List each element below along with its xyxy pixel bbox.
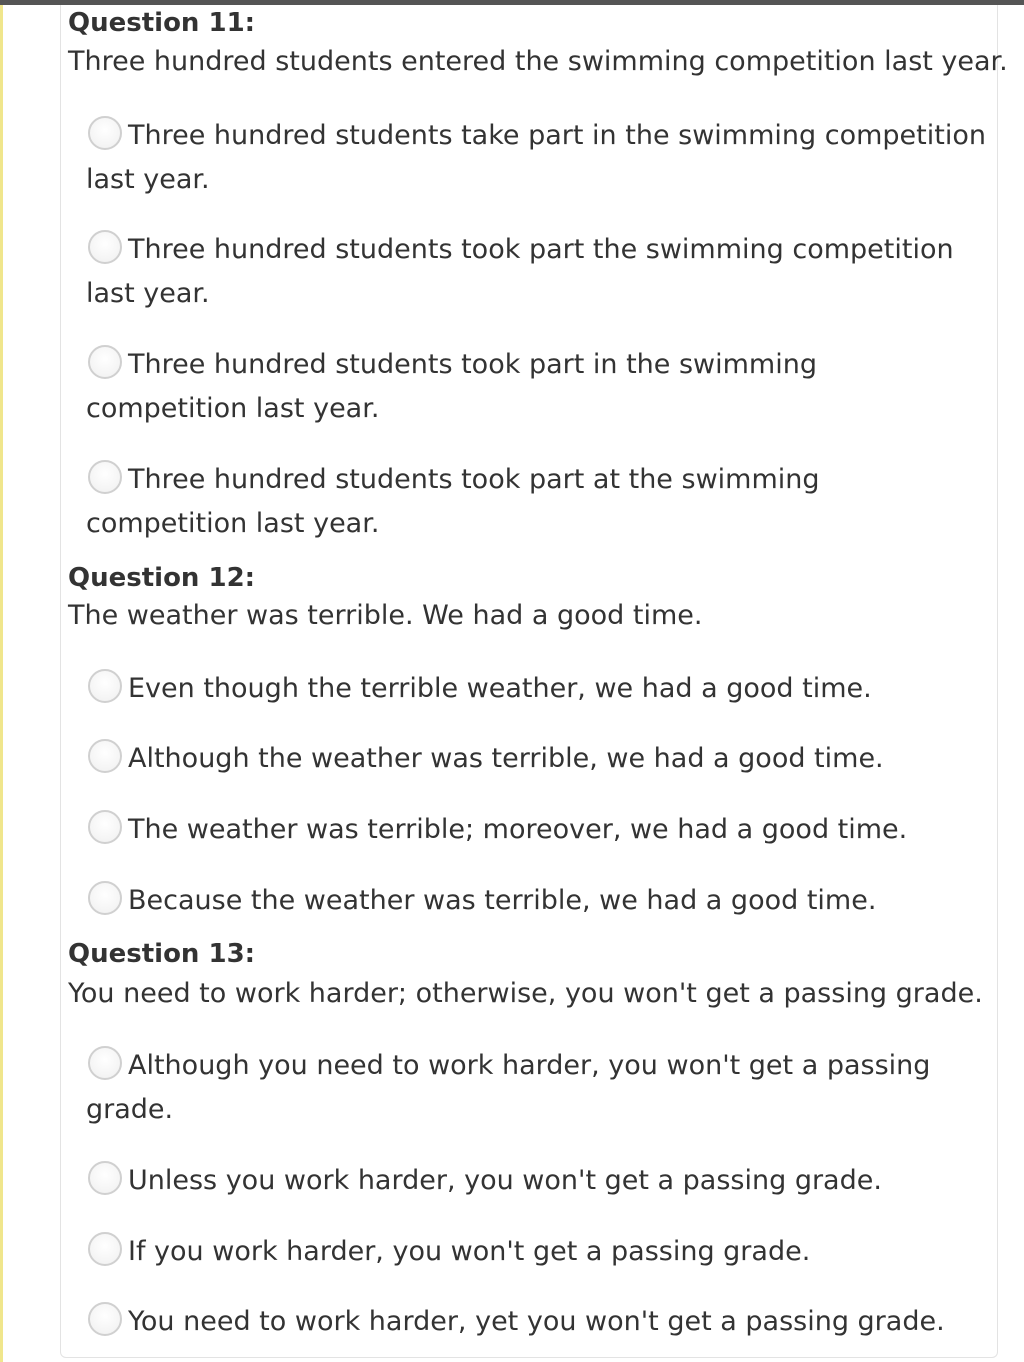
radio-icon[interactable] <box>88 1161 122 1195</box>
option-label: You need to work harder, yet you won't get a passing grade. <box>128 1306 945 1337</box>
radio-icon[interactable] <box>88 460 122 494</box>
option-label: Although you need to work harder, you won't get a passing grade. <box>86 1050 931 1125</box>
question-13-option-4[interactable] <box>86 1300 986 1344</box>
question-11-option-1[interactable] <box>86 114 986 202</box>
question-12-stem: The weather was terrible. We had a good time. <box>68 600 703 631</box>
radio-icon[interactable] <box>88 1302 122 1336</box>
question-12-option-2[interactable] <box>86 737 986 781</box>
question-13-option-1[interactable] <box>86 1044 986 1132</box>
question-11-option-2[interactable] <box>86 228 986 316</box>
option-label: Three hundred students took part at the swimming competition last year. <box>86 464 820 539</box>
question-12-option-1[interactable] <box>86 667 986 711</box>
question-13-stem: You need to work harder; otherwise, you won't get a passing grade. <box>68 978 983 1009</box>
option-label: Even though the terrible weather, we had a good time. <box>128 673 872 704</box>
option-label: The weather was terrible; moreover, we had a good time. <box>128 814 908 845</box>
option-label: If you work harder, you won't get a passing grade. <box>128 1236 811 1267</box>
radio-icon[interactable] <box>88 739 122 773</box>
question-13-option-3[interactable] <box>86 1230 986 1274</box>
radio-icon[interactable] <box>88 810 122 844</box>
left-rule <box>0 5 3 1362</box>
question-12-title: Question 12: <box>68 563 256 593</box>
radio-icon[interactable] <box>88 230 122 264</box>
option-label: Three hundred students took part the swimming competition last year. <box>86 234 954 309</box>
question-12-option-4[interactable] <box>86 879 986 923</box>
radio-icon[interactable] <box>88 116 122 150</box>
radio-icon[interactable] <box>88 1232 122 1266</box>
question-13-title: Question 13: <box>68 939 256 969</box>
radio-icon[interactable] <box>88 669 122 703</box>
option-label: Although the weather was terrible, we had a good time. <box>128 743 884 774</box>
radio-icon[interactable] <box>88 881 122 915</box>
question-11-option-3[interactable] <box>86 343 986 431</box>
question-13-option-2[interactable] <box>86 1159 986 1203</box>
question-11-option-4[interactable] <box>86 458 986 546</box>
question-11-title: Question 11: <box>68 8 256 38</box>
option-label: Three hundred students take part in the swimming competition last year. <box>86 120 986 195</box>
option-label: Unless you work harder, you won't get a passing grade. <box>128 1165 882 1196</box>
question-11-stem: Three hundred students entered the swimming competition last year. <box>68 46 1008 77</box>
option-label: Because the weather was terrible, we had a good time. <box>128 885 877 916</box>
question-12-option-3[interactable] <box>86 808 986 852</box>
radio-icon[interactable] <box>88 345 122 379</box>
radio-icon[interactable] <box>88 1046 122 1080</box>
option-label: Three hundred students took part in the swimming competition last year. <box>86 349 817 424</box>
